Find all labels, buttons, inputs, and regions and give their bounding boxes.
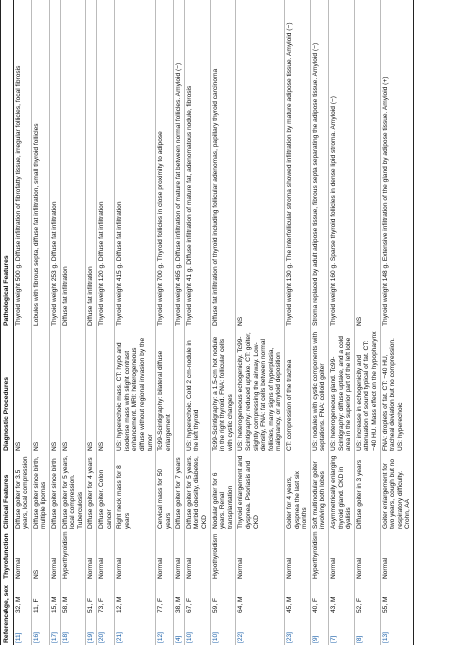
table-header [1, 0, 14, 645]
thyrofunction-cell: Normal [236, 531, 285, 581]
table-row [210, 0, 236, 645]
diagnostic-procedures-cell: US: nodules with cystic components with septations. FNA: colloid goiter [310, 328, 328, 453]
pathological-features-cell: Thyroid weight 120 g. Diffuse fat infiltration [96, 0, 114, 328]
pathological-features-cell: Thyroid weight 465 g. Diffuse infiltration of mature fat between normal follicles. Amyloid (−) [174, 0, 185, 328]
pathological-features-cell: Thyroid weight 253 g. Diffuse fat infiltration [49, 0, 60, 328]
pathological-features-cell: Diffuse fat infiltration [60, 0, 86, 328]
pathological-features-cell: Thyroid weight 148 g. Extensive infiltration of the gland by adipose tissue. Amyloid (+) [380, 0, 413, 328]
header-age-sex: Age, sex [1, 581, 14, 615]
table-row [96, 0, 114, 645]
thyrofunction-cell: Hyperthyroidism [310, 531, 328, 581]
reference-link[interactable]: [17] [49, 615, 60, 645]
thyrofunction-cell: Normal [96, 531, 114, 581]
reference-link[interactable]: [20] [96, 615, 114, 645]
reference-link[interactable]: [10] [210, 615, 236, 645]
thyrofunction-cell: Normal [380, 531, 413, 581]
pathological-features-cell: Thyroid weight 160 g. Sparse thyroid follicles in dense lipid stroma. Amyloid (−) [328, 0, 354, 328]
age-sex-cell: 64, M [236, 581, 285, 615]
pathological-features-cell: Diffuse fat infiltration of thyroid including follicular adenomas, papillary thyroid carcinoma [210, 0, 236, 328]
table-row [86, 0, 97, 645]
header-clinical-features: Clinical Features [1, 453, 14, 531]
pathological-features-cell: NS [354, 0, 380, 328]
table-row [310, 0, 328, 645]
diagnostic-procedures-cell: US: hyperechoic mass. CT: hypo and isodense mass with slight contrast enhancement. MRI: heterogeneous diffuse without regional invasion by the tumor [115, 328, 156, 453]
table-row [285, 0, 311, 645]
pathological-features-cell: Stroma replaced by adult adipose tissue, fibrous septa separating the adipose tissue. Amyloid (−) [310, 0, 328, 328]
reference-link[interactable]: [8] [354, 615, 380, 645]
table-row [60, 0, 86, 645]
table-row [354, 0, 380, 645]
clinical-features-cell: Soft multinodular goiter involving both lobes [310, 453, 328, 531]
age-sex-cell: 32, M [13, 581, 31, 615]
clinical-features-cell: Diffuse goiter since birth, multiple lipomas [31, 453, 49, 531]
diagnostic-procedures-cell: NS [60, 328, 86, 453]
diagnostic-procedures-cell: FNA: droplets of fat. CT: −40 HU, tracheal deviation but no compression. US: hyperechoic [380, 328, 413, 453]
age-sex-cell: 52, F [354, 581, 380, 615]
thyrofunction-cell: Hypothyroidism [210, 531, 236, 581]
age-sex-cell: 43, M [328, 581, 354, 615]
clinical-features-cell: Cervical mass for 50 years [156, 453, 174, 531]
clinical-features-cell: Diffuse goiter. Colon cancer [96, 453, 114, 531]
thyrofunction-cell: Normal [354, 531, 380, 581]
diagnostic-procedures-cell: NS [31, 328, 49, 453]
thyrofunction-cell: Normal [156, 531, 174, 581]
table-row [115, 0, 156, 645]
pathological-features-cell: Lobules with fibrous septa, diffuse fat infiltration, small thyroid follicles [31, 0, 49, 328]
thyrofunction-cell: Normal [13, 531, 31, 581]
age-sex-cell: 38, M [174, 581, 185, 615]
thyrofunction-cell: Normal [115, 531, 156, 581]
header-pathological-features: Pathological Features [1, 0, 14, 328]
thyrofunction-cell: NS [31, 531, 49, 581]
clinical-features-cell: Thyroid enlargement and dyspnea. Psoriasis and CKD [236, 453, 285, 531]
diagnostic-procedures-cell: US: heterogeneous gland. Tc99-Scintigraphy: diffuse uptake, and a cold area in the superior part of the left lobe [328, 328, 354, 453]
age-sex-cell: 45, M [285, 581, 311, 615]
reference-link[interactable]: [4] [174, 615, 185, 645]
diagnostic-procedures-cell: NS [96, 328, 114, 453]
age-sex-cell: 59, F [210, 581, 236, 615]
diagnostic-procedures-cell: US: heterogeneous echogenicity. Tc99-Scintigraphy: reduced uptake. CT: goiter, slightly compressing the airway. Low-density, FNA: fat cells between normal follicles, many signs of hyperplasia, malignancy, or amyloid deposition [236, 328, 285, 453]
clinical-features-cell: Diffuse goiter for 3.5 years, local compression [13, 453, 31, 531]
diagnostic-procedures-cell: NS [86, 328, 97, 453]
clinical-features-cell: Diffuse goiter for 7 years [174, 453, 185, 531]
reference-link[interactable]: [19] [86, 615, 97, 645]
table-row [174, 0, 185, 645]
pathological-features-cell: Diffuse fat infiltration [86, 0, 97, 328]
reference-link[interactable]: [11] [13, 615, 31, 645]
age-sex-cell: 15, M [49, 581, 60, 615]
table-row [31, 0, 49, 645]
diagnostic-procedures-cell: Tc99-Scintigraphy: bilateral diffuse enlargement [156, 328, 174, 453]
thyrofunction-cell: Normal [49, 531, 60, 581]
thyrofunction-cell: Normal [285, 531, 311, 581]
thyrofunction-cell: Normal [86, 531, 97, 581]
reference-link[interactable]: [7] [328, 615, 354, 645]
thyrofunction-cell: Normal [174, 531, 185, 581]
pathological-features-cell: Thyroid weight 700 g. Thyroid follicles in close proximity to adipose [156, 0, 174, 328]
clinical-features-cell: Right neck mass for 8 years [115, 453, 156, 531]
clinical-features-cell: Diffuse goiter for 4 years [86, 453, 97, 531]
pathological-features-cell: Thyroid weight 415 g. Diffuse fat infiltration [115, 0, 156, 328]
diagnostic-procedures-cell: US: increase in echogenicity and attenuation of sound typical of fat. CT: −40 HU. Mass effect on the hypopharynx [354, 328, 380, 453]
reference-link[interactable]: [12] [156, 615, 174, 645]
clinical-features-cell: Goiter for 4 years, dyspnea the last six months [285, 453, 311, 531]
age-sex-cell: 77, F [156, 581, 174, 615]
clinical-features-cell: Diffuse goiter for 5 years. Morbid obesity, diabetes, CKD [184, 453, 210, 531]
age-sex-cell: 55, M [380, 581, 413, 615]
header-reference: Reference [1, 615, 14, 645]
age-sex-cell: 67, F [184, 581, 210, 615]
diagnostic-procedures-cell: US: hyperechoic. Cold 2 cm-nodule in the left thyroid [184, 328, 210, 453]
pathological-features-cell: Thyroid weight 500 g. Diffuse infiltration of fibrofatty tissue, irregular follicles, focal fibrosis [13, 0, 31, 328]
table-body [13, 0, 413, 645]
clinical-features-cell: Asymmetrically enlarging thyroid gland. CKD in dyalisis [328, 453, 354, 531]
age-sex-cell: 11, F [31, 581, 49, 615]
diagnostic-procedures-cell: CT: compression of the trachea [285, 328, 311, 453]
pathological-features-cell: NS [236, 0, 285, 328]
diagnostic-procedures-cell: NS [13, 328, 31, 453]
reference-link[interactable]: [18] [60, 615, 86, 645]
clinical-features-cell: Nodular goiter for 6 years. Renal transplantation [210, 453, 236, 531]
table-row [49, 0, 60, 645]
reference-link[interactable]: [23] [285, 615, 311, 645]
age-sex-cell: 73, F [96, 581, 114, 615]
diagnostic-procedures-cell [174, 328, 185, 453]
table-row [380, 0, 413, 645]
clinical-features-cell: Goiter enlargement for two years, cough but no respiratory difficulty. Crohn, AA [380, 453, 413, 531]
header-thyrofunction: Thyrofunction [1, 531, 14, 581]
reference-link[interactable]: [13] [380, 615, 413, 645]
thyrofunction-cell: Hyperthyroidism [60, 531, 86, 581]
table-row [156, 0, 174, 645]
table-row [328, 0, 354, 645]
reference-link[interactable]: [10] [184, 615, 210, 645]
age-sex-cell: 40, F [310, 581, 328, 615]
reference-link[interactable]: [16] [31, 615, 49, 645]
thyrofunction-cell: Normal [184, 531, 210, 581]
table-row [236, 0, 285, 645]
reference-link[interactable]: [9] [310, 615, 328, 645]
age-sex-cell: 12, M [115, 581, 156, 615]
diagnostic-procedures-cell: Tc99-Scintigraphy: a 1.5-cm hot nodule in the right thyroid. FNA: follicular cells with cystic changes [210, 328, 236, 453]
thyrofunction-cell: Normal [328, 531, 354, 581]
age-sex-cell: 58, M [60, 581, 86, 615]
pathological-features-cell: Thyroid weight 41 g. Diffuse infiltration of mature fat, adenomatous nodule, fibrosis [184, 0, 210, 328]
age-sex-cell: 51, F [86, 581, 97, 615]
clinical-features-cell: Diffuse goiter for 5 years, local compression. Tuberculosis [60, 453, 86, 531]
reference-link[interactable]: [22] [236, 615, 285, 645]
clinical-features-cell: Diffuse goiter in 3 years [354, 453, 380, 531]
diagnostic-procedures-cell: NS [49, 328, 60, 453]
table-row [13, 0, 31, 645]
reference-link[interactable]: [21] [115, 615, 156, 645]
header-diagnostic-procedures: Diagnostic Procedures [1, 328, 14, 453]
table-row [184, 0, 210, 645]
clinical-features-cell: Diffuse goiter since birth [49, 453, 60, 531]
pathological-features-cell: Thyroid weight 130 g. The interfollicular stroma showed infiltration by mature adipose tissue. Amyloid (−) [285, 0, 311, 328]
